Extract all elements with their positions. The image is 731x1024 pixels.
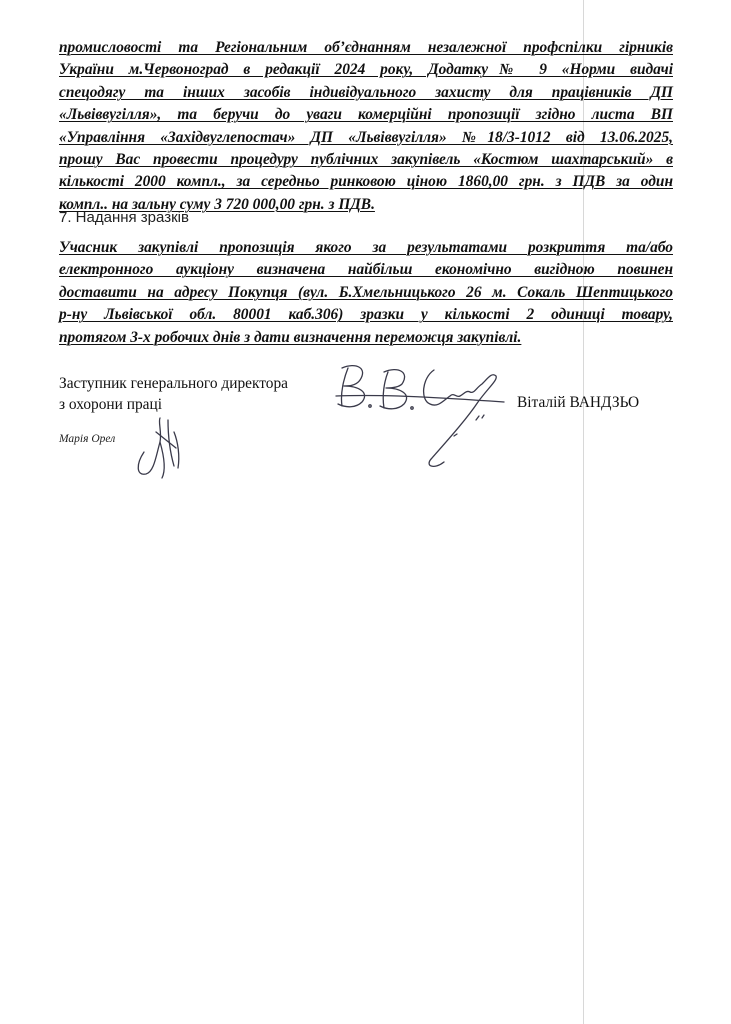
signer-title-line: Заступник генерального директора (59, 375, 289, 392)
paragraph-procurement-request (59, 37, 673, 216)
signer-name: Віталій ВАНДЗЬО (517, 394, 640, 411)
text-line: кількості 2000 компл., за середньо ринковою ціною 1860,00 грн. з ПДВ за один (59, 173, 673, 191)
text-line: доставити на адресу Покупця (вул. Б.Хмельницького 26 м. Сокаль Шептицького (59, 283, 673, 301)
text-line: прошу Вас провести процедуру публічних закупівель «Костюм шахтарський» в (59, 151, 673, 169)
text-line: спецодягу та інших засобів індивідуального захисту для працівників ДП (59, 83, 673, 101)
text-line: компл.. на зальну суму 3 720 000,00 грн. з ПДВ. (59, 195, 375, 213)
preparer-name: Марія Орел (59, 433, 116, 445)
signature-icon (326, 358, 526, 473)
text-line: «Львіввугілля», та беручи до уваги комерційні пропозиції згідно листа ВП (59, 106, 673, 124)
signer-title (59, 373, 288, 415)
paragraph-samples (59, 237, 673, 349)
signature-icon (130, 412, 190, 482)
text-line: «Управління «Західвуглепостач» ДП «Львіввугілля» №18/3-1012 від 13.06.2025, (59, 128, 673, 146)
signer-title-line: з охорони праці (59, 396, 163, 413)
text-line: промисловості та Регіональним об’єднанням незалежної профспілки гірників (59, 39, 673, 56)
text-line: р-ну Львівської обл. 80001 каб.306) зразки у кількості 2 одиниці товару, (59, 306, 673, 324)
text-line: Учасник закупівлі пропозиція якого за результатами розкриття та/або (59, 239, 673, 256)
text-line: електронного аукціону визначена найбільш економічно вигідною повинен (59, 261, 673, 279)
text-line: протягом 3-х робочих днів з дати визначення переможця закупівлі. (59, 328, 522, 346)
section-heading: 7. Надання зразків (59, 209, 189, 226)
text-line: України м.Червоноград в редакції 2024 року, Додатку№ 9 «Норми видачі (59, 61, 673, 79)
